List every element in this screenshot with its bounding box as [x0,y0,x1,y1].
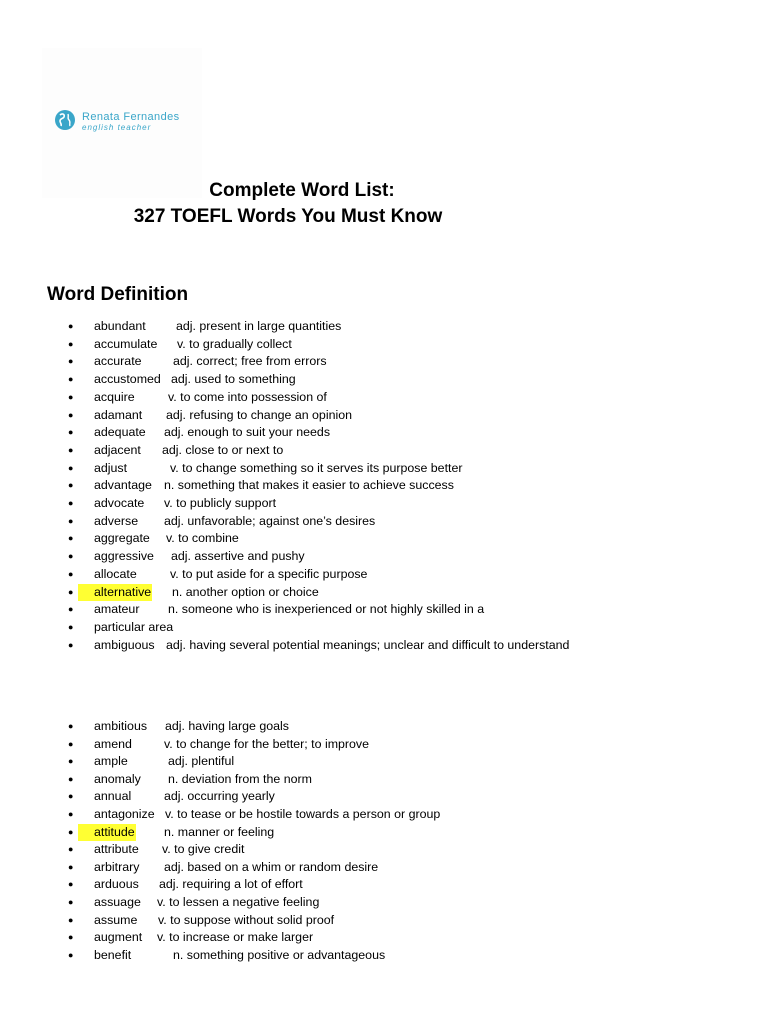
list-item [0,513,768,530]
vocabulary-word: aggressive [94,549,154,564]
bullet-icon: ● [68,604,74,615]
globe-icon [54,109,76,131]
word-definition: v. to come into possession of [168,389,327,404]
list-item [0,424,768,441]
bullet-icon: ● [68,462,74,473]
vocabulary-word: amateur [94,602,140,617]
bullet-icon: ● [68,498,74,508]
list-item [0,530,768,547]
word-definition: v. to publicly support [164,496,277,510]
list-item [0,771,768,788]
word-definition: v. to put aside for a specific purpose [170,566,368,581]
list-item [0,894,768,911]
vocabulary-word: augment [94,930,143,945]
logo-subtitle: english teacher [82,123,152,132]
list-item [0,806,768,823]
list-item [0,477,768,494]
list-item [0,495,768,512]
list-item [0,718,768,735]
vocabulary-word: aggregate [94,531,150,546]
word-definition: adj. having several potential meanings; unclear and difficult to understand [166,637,570,652]
bullet-icon: ● [68,621,74,632]
vocabulary-word: assuage [94,895,141,909]
word-definition: n. another option or choice [172,584,319,599]
vocabulary-word: abundant [94,319,146,333]
bullet-icon: ● [68,738,74,749]
list-item [0,371,768,388]
bullet-icon: ● [68,826,74,837]
bullet-icon: ● [68,321,74,331]
bullet-icon: ● [68,721,74,731]
word-definition: n. deviation from the norm [168,771,312,786]
vocabulary-word: adjacent [94,442,141,457]
list-item [0,637,768,654]
vocabulary-word: arbitrary [94,859,140,874]
vocabulary-word: adverse [94,513,139,528]
vocabulary-word: accumulate [94,336,158,351]
word-definition: n. something positive or advantageous [173,947,386,962]
word-definition: v. to suppose without solid proof [158,912,335,927]
logo-name: Renata Fernandes [82,111,180,123]
word-definition: adj. having large goals [165,719,289,733]
word-definition: adj. close to or next to [162,442,284,457]
word-definition: adj. assertive and pushy [171,549,305,564]
bullet-icon: ● [68,897,74,907]
list-item [0,318,768,335]
bullet-icon: ● [68,409,74,420]
word-definition: adj. correct; free from errors [173,354,327,369]
bullet-icon: ● [68,515,74,526]
list-item [0,929,768,946]
vocabulary-word: antagonize [94,807,155,821]
bullet-icon: ● [68,639,74,650]
vocabulary-word: allocate [94,566,137,581]
word-definition: v. to increase or make larger [157,930,314,945]
word-definition: n. manner or feeling [164,824,275,839]
bullet-icon: ● [68,861,74,872]
vocabulary-word: particular area [94,619,174,634]
list-item [0,947,768,964]
word-definition: v. to change something so it serves its purpose better [170,460,463,475]
vocabulary-word: alternative [78,584,152,601]
word-definition: n. someone who is inexperienced or not highly skilled in a [168,602,485,617]
vocabulary-word: accurate [94,354,142,369]
list-item [0,788,768,805]
vocabulary-word: annual [94,789,132,804]
bullet-icon: ● [68,879,74,890]
bullet-icon: ● [68,374,74,385]
bullet-icon: ● [68,773,74,784]
vocabulary-word: ample [94,754,128,769]
list-item [0,841,768,858]
document-title-line-1: Complete Word List: [209,180,395,201]
word-definition: v. to change for the better; to improve [164,736,370,751]
list-item [0,460,768,477]
bullet-icon: ● [68,338,74,349]
word-definition: adj. requiring a lot of effort [159,877,303,892]
list-item [0,442,768,459]
vocabulary-word: advocate [94,496,145,510]
list-item [0,876,768,893]
list-item [0,912,768,929]
bullet-icon: ● [68,791,74,802]
section-heading: Word Definition [47,284,189,305]
list-item [0,584,768,601]
list-item [0,336,768,353]
bullet-icon: ● [68,391,74,402]
word-definition: v. to gradually collect [177,336,292,351]
bullet-icon: ● [68,568,74,579]
vocabulary-word: accustomed [94,372,161,387]
word-definition: v. to combine [166,531,239,546]
list-item [0,407,768,424]
vocabulary-word: benefit [94,947,132,962]
list-item [0,859,768,876]
bullet-icon: ● [68,533,74,544]
word-definition: v. to give credit [162,842,245,857]
bullet-icon: ● [68,844,74,855]
list-item [0,619,768,636]
vocabulary-word: adamant [94,407,143,422]
word-definition: adj. used to something [171,372,296,387]
list-item [0,566,768,583]
list-item [0,353,768,370]
word-definition: adj. refusing to change an opinion [166,407,352,422]
bullet-icon: ● [68,551,74,562]
document-title-line-2: 327 TOEFL Words You Must Know [133,206,443,227]
vocabulary-word: amend [94,736,132,751]
vocabulary-word: attitude [78,824,136,841]
bullet-icon: ● [68,444,74,455]
list-item [0,389,768,406]
vocabulary-word: arduous [94,877,139,892]
word-definition: n. something that makes it easier to achieve success [164,478,454,493]
list-item [0,736,768,753]
bullet-icon: ● [68,949,74,960]
word-definition: v. to tease or be hostile towards a person or group [165,807,441,821]
vocabulary-word: assume [94,912,138,927]
vocabulary-word: adjust [94,460,128,475]
list-item [0,824,768,841]
bullet-icon: ● [68,809,74,819]
vocabulary-word: adequate [94,425,146,440]
bullet-icon: ● [68,586,74,597]
bullet-icon: ● [68,427,74,438]
bullet-icon: ● [68,756,74,767]
vocabulary-word: attribute [94,842,139,857]
bullet-icon: ● [68,480,74,491]
vocabulary-word: ambitious [94,719,148,733]
vocabulary-word: anomaly [94,771,141,786]
bullet-icon: ● [68,932,74,943]
vocabulary-word: acquire [94,389,135,404]
word-definition: adj. based on a whim or random desire [164,859,379,874]
word-definition: v. to lessen a negative feeling [157,895,320,909]
list-item [0,601,768,618]
bullet-icon: ● [68,356,74,367]
vocabulary-word: advantage [94,478,152,493]
list-item [0,753,768,770]
word-definition: adj. plentiful [168,754,235,769]
word-definition: adj. unfavorable; against one’s desires [164,513,376,528]
vocabulary-word: ambiguous [94,637,155,652]
list-item [0,548,768,565]
word-definition: adj. enough to suit your needs [164,425,331,440]
word-definition: adj. occurring yearly [164,789,275,804]
bullet-icon: ● [68,914,74,925]
word-definition: adj. present in large quantities [176,319,342,333]
